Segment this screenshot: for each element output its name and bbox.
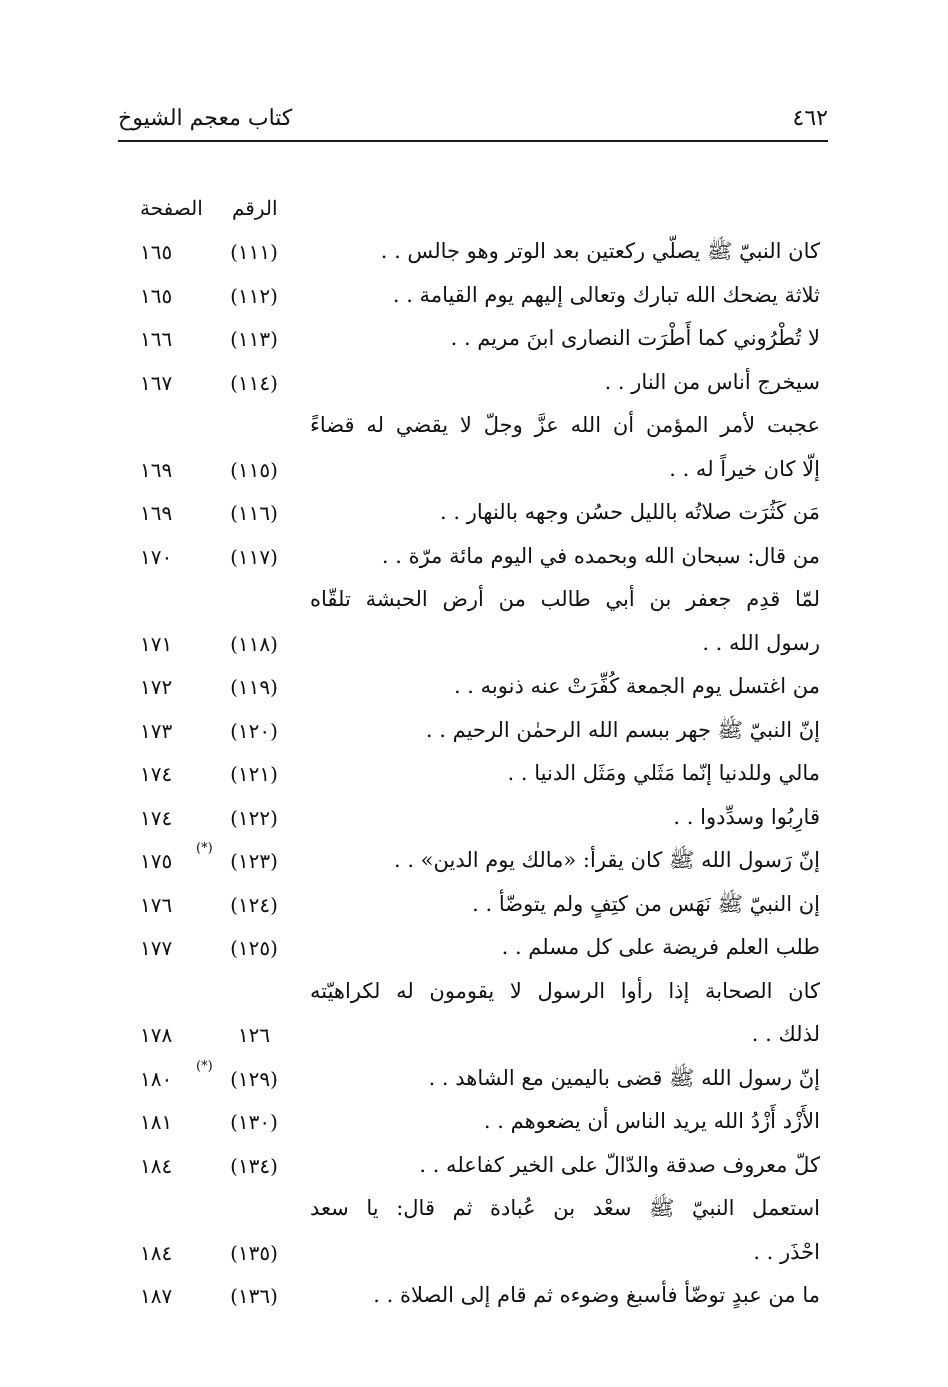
book-title: كتاب معجم الشيوخ <box>118 106 293 131</box>
entry-page: ١٧٦ <box>140 892 173 917</box>
index-entry <box>0 1276 948 1320</box>
asterisk-mark: (*) <box>196 1058 213 1074</box>
entry-text: إلّا كان خيراً له . . <box>669 456 820 481</box>
index-entry <box>0 798 948 842</box>
entry-number: (١١٢) <box>230 283 278 308</box>
entry-number: (١١١) <box>230 240 278 264</box>
index-entry <box>0 972 948 1016</box>
index-entry <box>0 1102 948 1146</box>
entry-text: رسول الله . . <box>702 630 820 655</box>
entry-page: ١٧٣ <box>140 718 173 743</box>
entry-number: (١١٥) <box>230 457 278 482</box>
entry-page: ١٦٥ <box>140 240 173 264</box>
index-entry <box>0 1015 948 1059</box>
entry-page: ١٦٩ <box>140 457 173 482</box>
index-entry <box>0 1146 948 1190</box>
entry-page: ١٨٤ <box>140 1240 173 1265</box>
index-entry <box>0 406 948 450</box>
index-entry <box>0 667 948 711</box>
entry-text: مالي وللدنيا إنّما مَثَلي ومَثَل الدنيا . . <box>507 761 820 785</box>
index-entry <box>0 1189 948 1233</box>
entry-text: من قال: سبحان الله وبحمده في اليوم مائة مرّة . . <box>381 543 820 568</box>
entry-number: (١٢١) <box>230 762 278 786</box>
entry-text: ثلاثة يضحك الله تبارك وتعالى إليهم يوم القيامة . . <box>392 282 820 307</box>
index-entry <box>0 841 948 885</box>
entry-text: لمّا قدِم جعفر بن أبي طالب من أرض الحبشة تلقّاه <box>310 587 820 611</box>
entry-number: (١٢٠) <box>230 718 278 743</box>
header-rule <box>118 140 828 142</box>
entry-text: كان النبيّ ﷺ يصلّي ركعتين بعد الوتر وهو جالس . . <box>380 239 820 263</box>
entry-page: ١٦٧ <box>140 370 173 395</box>
entry-page: ١٦٦ <box>140 327 173 351</box>
entry-number: ١٢٦ <box>237 1023 271 1047</box>
entry-text: إن النبيّ ﷺ نَهَس من كتِفٍ ولم يتوضّأ . . <box>472 891 820 916</box>
entry-number: (١٢٥) <box>230 936 278 960</box>
index-entry <box>0 232 948 276</box>
entry-page: ١٧٥ <box>140 849 173 873</box>
index-entry <box>0 928 948 972</box>
index-entry <box>0 1233 948 1277</box>
entry-number: (١٢٩) <box>230 1066 278 1091</box>
entry-page: ١٨٤ <box>140 1153 173 1178</box>
index-entry <box>0 319 948 363</box>
entry-text: طلب العلم فريضة على كل مسلم . . <box>501 935 820 959</box>
entry-text: كان الصحابة إذا رأوا الرسول لا يقومون له لكراهيّته <box>310 978 820 1003</box>
index-entry <box>0 537 948 581</box>
entry-text: عجبت لأمر المؤمن أن الله عزَّ وجلّ لا يقضي له قضاءً <box>310 413 820 437</box>
index-entry <box>0 276 948 320</box>
entry-number: (١٣٥) <box>230 1240 278 1265</box>
index-entry <box>0 885 948 929</box>
index-entry <box>0 580 948 624</box>
index-entry <box>0 1059 948 1103</box>
entry-number: (١٢٢) <box>230 805 278 830</box>
entry-text: لذلك . . <box>751 1022 820 1046</box>
entry-number: (١٣٦) <box>230 1284 278 1308</box>
entry-page: ١٨٧ <box>140 1284 173 1308</box>
entry-text: ما من عبدٍ توضّأ فأسبغ وضوءه ثم قام إلى الصلاة . . <box>373 1283 820 1307</box>
entry-text: مَن كَثُرَت صلاتُه بالليل حسُن وجهه بالنهار . . <box>440 500 820 524</box>
index-list <box>0 232 948 1320</box>
index-entry <box>0 754 948 798</box>
entry-text: استعمل النبيّ ﷺ سعْد بن عُبادة ثم قال: يا سعد <box>310 1196 820 1220</box>
entry-page: ١٧٧ <box>140 936 173 960</box>
entry-text: كلّ معروف صدقة والدّالّ على الخير كفاعله . . <box>419 1152 820 1177</box>
entry-page: ١٧٤ <box>140 805 173 830</box>
index-entry <box>0 493 948 537</box>
entry-page: ١٨١ <box>140 1110 173 1134</box>
entry-text: احْذَر . . <box>753 1239 820 1264</box>
entry-text: إنّ رَسول الله ﷺ كان يقرأ: «مالك يوم الدين» . . <box>393 848 820 872</box>
index-entry <box>0 363 948 407</box>
entry-page: ١٧٤ <box>140 762 173 786</box>
running-head <box>118 104 828 142</box>
column-header-number: الرقم <box>232 196 278 220</box>
index-entry <box>0 450 948 494</box>
entry-page: ١٧٢ <box>140 675 173 699</box>
entry-number: (١٣٠) <box>230 1110 278 1134</box>
index-entry <box>0 711 948 755</box>
entry-number: (١١٩) <box>230 675 278 699</box>
entry-page: ١٨٠ <box>140 1066 173 1091</box>
entry-page: ١٧٨ <box>140 1023 173 1047</box>
entry-text: سيخرج أناس من النار . . <box>604 369 820 394</box>
page-number: ٤٦٢ <box>792 106 828 131</box>
entry-number: (١١٦) <box>230 501 278 525</box>
entry-number: (١١٧) <box>230 544 278 569</box>
entry-number: (١٢٤) <box>230 892 278 917</box>
entry-page: ١٦٥ <box>140 283 173 308</box>
index-entry <box>0 624 948 668</box>
entry-number: (١١٨) <box>230 631 278 656</box>
entry-number: (١١٤) <box>230 370 278 395</box>
entry-page: ١٧١ <box>140 631 173 656</box>
entry-text: إنّ النبيّ ﷺ جهر ببسم الله الرحمٰن الرحيم . . <box>425 717 820 742</box>
entry-number: (١١٣) <box>230 327 278 351</box>
entry-page: ١٧٠ <box>140 544 173 569</box>
column-header-page: الصفحة <box>140 196 203 220</box>
entry-text: من اغتسل يوم الجمعة كُفِّرَتْ عنه ذنوبه . . <box>453 674 820 698</box>
entry-text: الأَزْد أَزْدُ الله يريد الناس أن يضعوهم . . <box>483 1109 820 1133</box>
entry-page: ١٦٩ <box>140 501 173 525</box>
entry-text: إنّ رسول الله ﷺ قضى باليمين مع الشاهد . . <box>428 1065 820 1090</box>
entry-number: (١٣٤) <box>230 1153 278 1178</box>
entry-text: لا تُطْرُوني كما أَطْرَت النصارى ابنَ مريم . . <box>450 326 820 350</box>
entry-number: (١٢٣) <box>230 849 278 873</box>
asterisk-mark: (*) <box>196 841 213 856</box>
entry-text: قارِبُوا وسدِّدوا . . <box>673 804 820 829</box>
